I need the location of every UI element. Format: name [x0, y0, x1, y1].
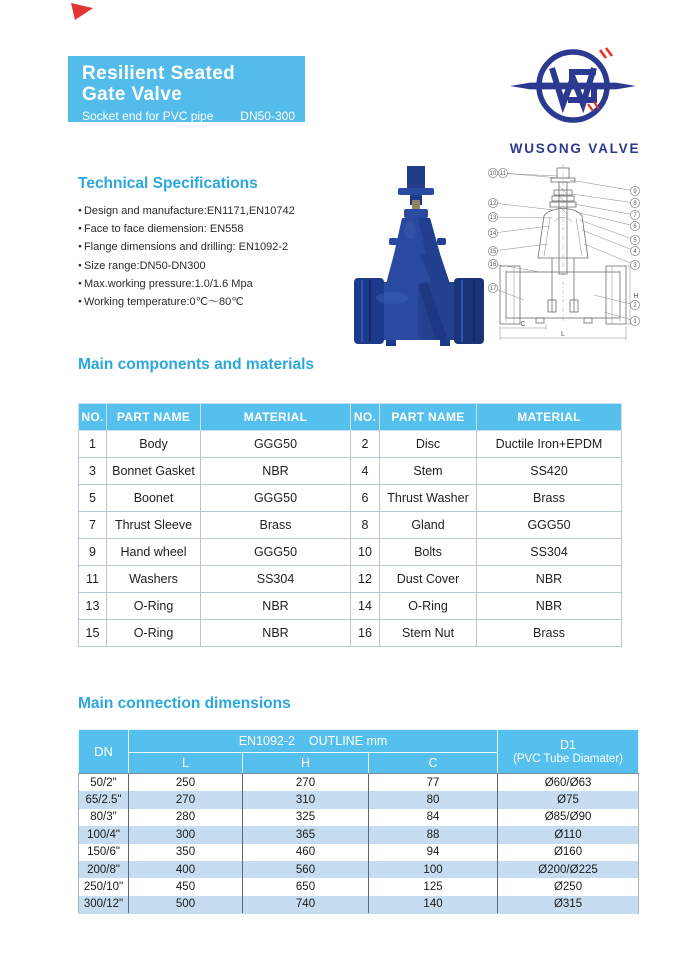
callout-number: 2: [633, 303, 637, 310]
table-row: [79, 458, 622, 485]
table-cell: 500: [129, 896, 243, 914]
callout-number: 7: [633, 213, 637, 220]
table-cell: 650: [243, 878, 369, 895]
callout-number: 10: [489, 171, 497, 178]
valve-technical-drawing: [484, 160, 670, 352]
table-cell: 88: [369, 826, 498, 843]
table-cell: GGG50: [201, 539, 351, 566]
table-cell: 270: [243, 774, 369, 792]
table-cell: 1: [79, 431, 107, 458]
table-cell: 740: [243, 896, 369, 914]
callout-number: 12: [489, 201, 497, 208]
corner-triangle-marker: [71, 3, 93, 20]
table-cell: Boonet: [107, 485, 201, 512]
table-cell: 300: [129, 826, 243, 843]
callout-number: 8: [633, 201, 637, 208]
table-cell: 94: [369, 844, 498, 861]
column-header-dn: DN: [79, 730, 129, 774]
column-subheader: C: [369, 753, 498, 774]
table-cell: 100: [369, 861, 498, 878]
table-cell: 50/2": [79, 774, 129, 792]
table-cell: O-Ring: [380, 593, 477, 620]
table-row: [79, 896, 639, 914]
column-header: PART NAME: [107, 404, 201, 431]
specs-heading: Technical Specifications: [78, 175, 258, 192]
table-cell: 80: [369, 791, 498, 808]
table-row: [79, 512, 622, 539]
table-cell: 300/12": [79, 896, 129, 914]
table-row: [79, 431, 622, 458]
table-cell: GGG50: [477, 512, 622, 539]
column-header: MATERIAL: [477, 404, 622, 431]
table-cell: 65/2.5": [79, 791, 129, 808]
table-cell: 310: [243, 791, 369, 808]
table-cell: Bonnet Gasket: [107, 458, 201, 485]
table-row: [79, 878, 639, 895]
table-row: [79, 861, 639, 878]
table-cell: 325: [243, 809, 369, 826]
components-heading: Main components and materials: [78, 356, 314, 373]
table-cell: 84: [369, 809, 498, 826]
spec-item: ● Face to face diemension: EN558: [78, 220, 295, 238]
table-row: [79, 566, 622, 593]
table-cell: 80/3": [79, 809, 129, 826]
brand-logo: [508, 36, 642, 156]
table-cell: Dust Cover: [380, 566, 477, 593]
table-cell: Gland: [380, 512, 477, 539]
table-cell: O-Ring: [107, 593, 201, 620]
table-cell: GGG50: [201, 485, 351, 512]
column-subheader: L: [129, 753, 243, 774]
table-cell: 450: [129, 878, 243, 895]
product-title-line2: Gate Valve: [82, 84, 183, 105]
table-cell: Ø60/Ø63: [498, 774, 639, 792]
table-cell: Ø85/Ø90: [498, 809, 639, 826]
table-cell: 200/8": [79, 861, 129, 878]
table-cell: SS420: [477, 458, 622, 485]
table-cell: 460: [243, 844, 369, 861]
spec-item: ● Working temperature:0℃～80℃: [78, 293, 295, 311]
table-cell: Ø75: [498, 791, 639, 808]
table-cell: 15: [79, 620, 107, 647]
table-cell: 77: [369, 774, 498, 792]
table-cell: 140: [369, 896, 498, 914]
table-row: [79, 791, 639, 808]
callout-number: 4: [633, 249, 637, 256]
table-cell: O-Ring: [107, 620, 201, 647]
callout-number: 6: [633, 224, 637, 231]
table-cell: 560: [243, 861, 369, 878]
table-cell: Body: [107, 431, 201, 458]
table-cell: 365: [243, 826, 369, 843]
callout-number: 9: [633, 189, 637, 196]
table-cell: 280: [129, 809, 243, 826]
table-cell: NBR: [201, 458, 351, 485]
spec-item: ● Design and manufacture:EN1171,EN10742: [78, 202, 295, 220]
table-cell: 400: [129, 861, 243, 878]
table-cell: SS304: [477, 539, 622, 566]
table-cell: 11: [79, 566, 107, 593]
table-cell: NBR: [477, 593, 622, 620]
table-cell: SS304: [201, 566, 351, 593]
callout-number: 1: [633, 319, 637, 326]
table-cell: Hand wheel: [107, 539, 201, 566]
table-cell: 2: [351, 431, 380, 458]
dim-label-c: C: [520, 321, 526, 328]
table-cell: Ø250: [498, 878, 639, 895]
table-cell: 10: [351, 539, 380, 566]
column-header: PART NAME: [380, 404, 477, 431]
table-cell: Bolts: [380, 539, 477, 566]
callout-number: 5: [633, 238, 637, 245]
dim-label-l: L: [561, 331, 565, 338]
table-row: [79, 826, 639, 843]
table-cell: Ø200/Ø225: [498, 861, 639, 878]
table-cell: 250/10": [79, 878, 129, 895]
column-header-d1: [498, 730, 639, 774]
table-cell: 350: [129, 844, 243, 861]
product-subtitle: Socket end for PVC pipe: [82, 109, 214, 123]
column-subheader: H: [243, 753, 369, 774]
table-row: [79, 774, 639, 792]
table-cell: Stem: [380, 458, 477, 485]
dimensions-table: [78, 729, 639, 914]
table-cell: Thrust Sleeve: [107, 512, 201, 539]
table-cell: 250: [129, 774, 243, 792]
product-size-range: DN50-300: [240, 109, 295, 123]
table-cell: 6: [351, 485, 380, 512]
table-cell: 100/4": [79, 826, 129, 843]
dimensions-heading: Main connection dimensions: [78, 695, 291, 712]
specs-list: [78, 202, 295, 311]
d1-label: D1: [560, 737, 577, 752]
table-cell: NBR: [477, 566, 622, 593]
column-header: MATERIAL: [201, 404, 351, 431]
table-cell: GGG50: [201, 431, 351, 458]
valve-product-image: [352, 162, 486, 350]
table-cell: 125: [369, 878, 498, 895]
table-cell: NBR: [201, 593, 351, 620]
table-cell: Ø160: [498, 844, 639, 861]
column-group-header: EN1092-2 OUTLINE mm: [129, 730, 498, 753]
table-row: [79, 809, 639, 826]
callout-number: 14: [489, 231, 497, 238]
table-row: [79, 593, 622, 620]
table-cell: Brass: [477, 620, 622, 647]
components-header-row: [79, 404, 622, 431]
table-cell: Thrust Washer: [380, 485, 477, 512]
spec-item: ● Max.working pressure:1.0/1.6 Mpa: [78, 275, 295, 293]
table-cell: Washers: [107, 566, 201, 593]
table-cell: Ø315: [498, 896, 639, 914]
callout-number: 3: [633, 263, 637, 270]
table-cell: NBR: [201, 620, 351, 647]
table-cell: Brass: [201, 512, 351, 539]
product-title-box: [68, 56, 305, 122]
components-table: [78, 403, 622, 647]
table-row: [79, 539, 622, 566]
callout-number: 17: [489, 286, 497, 293]
table-cell: 7: [79, 512, 107, 539]
dimensions-header-row1: [79, 730, 639, 753]
table-cell: Brass: [477, 485, 622, 512]
table-row: [79, 844, 639, 861]
column-header: NO.: [79, 404, 107, 431]
dim-label-h: H: [633, 293, 639, 300]
table-cell: Ø110: [498, 826, 639, 843]
table-cell: Stem Nut: [380, 620, 477, 647]
table-row: [79, 620, 622, 647]
column-header: NO.: [351, 404, 380, 431]
callout-number: 16: [489, 262, 497, 269]
brand-name: WUSONG VALVE: [509, 141, 641, 156]
logo-mark-icon: [508, 36, 642, 136]
table-cell: 5: [79, 485, 107, 512]
callout-number: 15: [489, 249, 497, 256]
table-row: [79, 485, 622, 512]
table-cell: 14: [351, 593, 380, 620]
table-cell: Ductile Iron+EPDM: [477, 431, 622, 458]
d1-sublabel: (PVC Tube Diamater): [513, 752, 623, 765]
callout-number: 13: [489, 215, 497, 222]
table-cell: 16: [351, 620, 380, 647]
spec-item: ● Size range:DN50-DN300: [78, 257, 295, 275]
spec-item: ● Flange dimensions and drilling: EN1092-2: [78, 238, 295, 256]
table-cell: 270: [129, 791, 243, 808]
callout-number: 11: [499, 171, 507, 178]
table-cell: 150/6": [79, 844, 129, 861]
table-cell: Disc: [380, 431, 477, 458]
table-cell: 12: [351, 566, 380, 593]
table-cell: 13: [79, 593, 107, 620]
table-cell: 8: [351, 512, 380, 539]
table-cell: 3: [79, 458, 107, 485]
product-title-line1: Resilient Seated: [82, 63, 236, 84]
table-cell: 9: [79, 539, 107, 566]
table-cell: 4: [351, 458, 380, 485]
